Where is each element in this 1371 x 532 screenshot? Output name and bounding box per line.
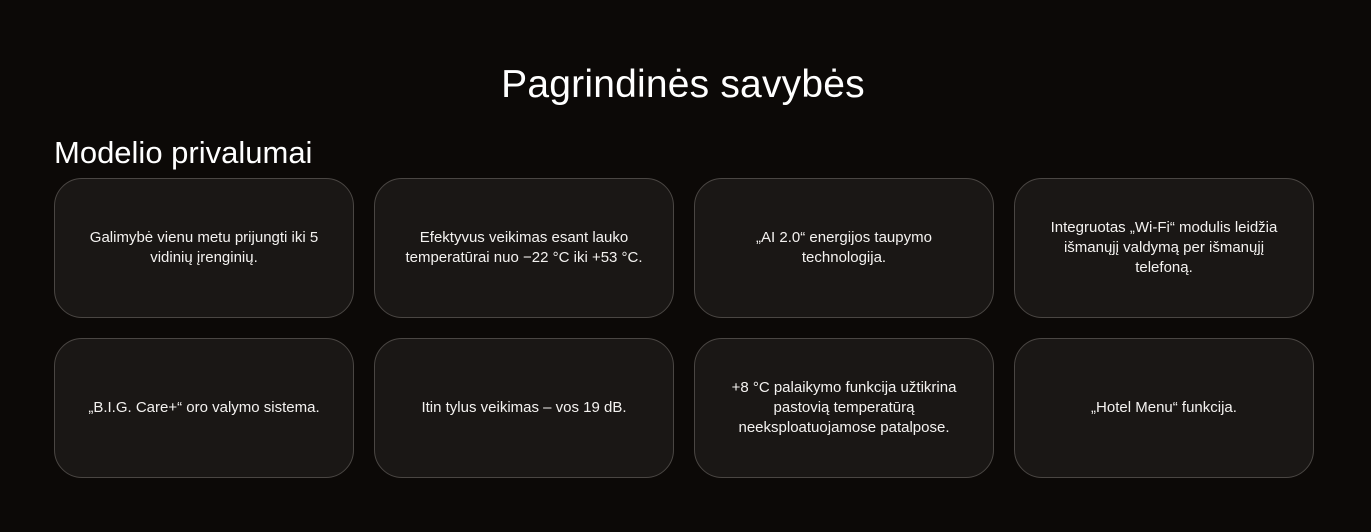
feature-text: Galimybė vienu metu prijungti iki 5 vidinių įrenginių. [89, 229, 319, 266]
feature-card [1014, 338, 1314, 478]
feature-text: Integruotas „Wi-Fi“ modulis leidžia išmanųjį valdymą per išmanųjį telefoną. [1050, 219, 1278, 276]
features-grid [54, 178, 1314, 478]
section-title: Modelio privalumai [54, 134, 313, 170]
feature-card [374, 338, 674, 478]
feature-card [694, 178, 994, 318]
feature-text: „Hotel Menu“ funkcija. [1091, 399, 1237, 416]
feature-card [1014, 178, 1314, 318]
feature-card [54, 338, 354, 478]
feature-card [694, 338, 994, 478]
page-title: Pagrindinės savybės [501, 63, 865, 107]
feature-text: „AI 2.0“ energijos taupymo technologija. [756, 229, 932, 266]
feature-card [374, 178, 674, 318]
feature-card [54, 178, 354, 318]
feature-text: Itin tylus veikimas – vos 19 dB. [421, 399, 627, 416]
feature-text: „B.I.G. Care+“ oro valymo sistema. [88, 399, 320, 416]
feature-text: Efektyvus veikimas esant lauko temperatūrai nuo −22 °C iki +53 °C. [405, 229, 643, 266]
feature-text: +8 °C palaikymo funkcija užtikrina pastovią temperatūrą neeksploatuojamose patalpose. [731, 379, 957, 436]
